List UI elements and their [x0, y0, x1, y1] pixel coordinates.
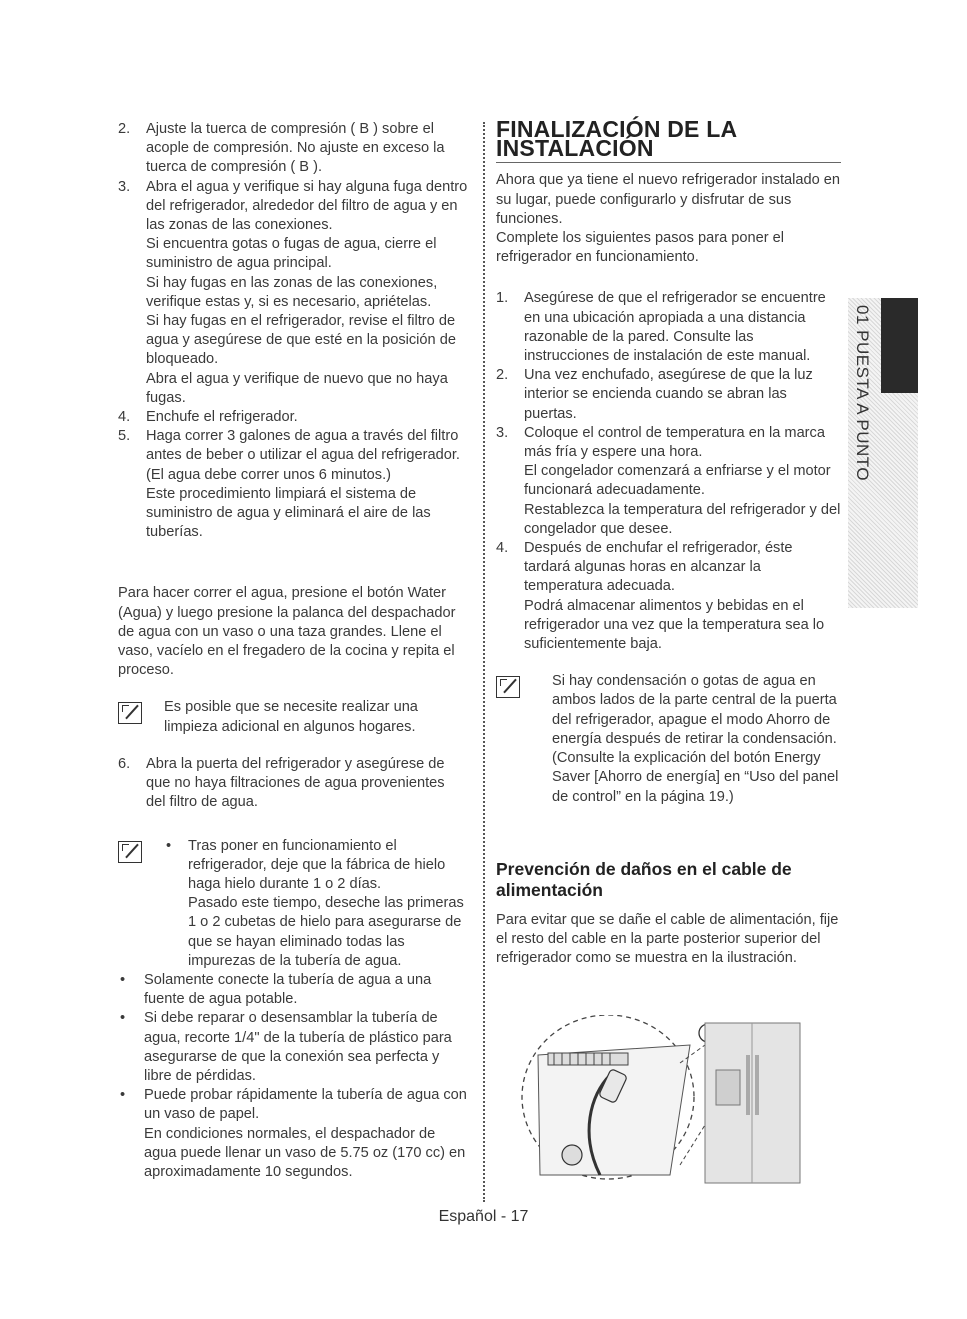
step-detail: Si encuentra gotas o fugas de agua, cierre el suministro de agua principal. — [146, 236, 437, 272]
intro-text: Complete los siguientes pasos para poner el refrigerador en funcionamiento. — [496, 230, 784, 266]
bullet-item — [118, 1009, 468, 1086]
bullet-dot: • — [120, 1087, 126, 1104]
step-number: 3. — [118, 178, 131, 195]
power-cord-illustration — [520, 1015, 840, 1190]
bullet-item — [118, 1086, 468, 1182]
step-text: Una vez enchufado, asegúrese de que la luz interior se encienda cuando se abran las puertas. — [524, 367, 813, 422]
note-cleaning — [118, 698, 468, 736]
bullet-text: Puede probar rápidamente la tubería de agua con un vaso de papel. — [144, 1087, 467, 1123]
step-number: 4. — [496, 540, 509, 557]
step-text: Abra la puerta del refrigerador y asegúrese de que no haya filtraciones de agua provenientes del filtro de agua. — [146, 755, 445, 811]
bullet-text: Solamente conecte la tubería de agua a una fuente de agua potable. — [144, 971, 432, 1008]
install-step-1 — [496, 289, 841, 366]
note-detail: (Consulte la explicación del botón Energy Saver [Ahorro de energía] en “Uso del panel de control” en la página 19.) — [552, 750, 839, 805]
subsection-heading: Prevención de daños en el cable de alimentación — [496, 858, 792, 900]
step-detail: Si hay fugas en las zonas de las conexiones, verifique estas y, si es necesario, apriételas. — [146, 274, 438, 310]
column-divider — [483, 122, 485, 1202]
step-number: 1. — [496, 290, 509, 307]
bullet-text: Si debe reparar o desensamblar la tubería de agua, recorte 1/4" de la tubería de plástico para asegurarse de que la conexión sea perfecta y libre de pérdidas. — [144, 1010, 452, 1084]
note-icemaker — [118, 837, 468, 971]
water-paragraph: Para hacer correr el agua, presione el botón Water (Agua) y luego presione la palanca del despachador de agua con un vaso o una taza grandes. Llene el vaso, vacíelo en el fregadero de la cocina y repita el proceso. — [118, 585, 456, 679]
step-5 — [118, 427, 468, 542]
note-condensation — [496, 672, 841, 806]
subsection-text: Para evitar que se dañe el cable de alimentación, fije el resto del cable en la parte posterior superior del refrigerador como se muestra en la ilustración. — [496, 911, 839, 967]
step-4 — [118, 408, 468, 427]
step-number: 4. — [118, 409, 131, 426]
note-detail: Pasado este tiempo, deseche las primeras 1 o 2 cubetas de hielo para asegurarse de que se hayan eliminado todas las impurezas de la tubería de agua. — [188, 895, 464, 969]
note-icon — [118, 702, 142, 724]
right-column — [496, 116, 841, 968]
step-number: 6. — [118, 755, 131, 772]
install-step-3 — [496, 424, 841, 539]
intro-text: Ahora que ya tiene el nuevo refrigerador instalado en su lugar, puede configurarlo y disfrutar de sus funciones. — [496, 172, 840, 227]
step-2 — [118, 120, 468, 178]
bullet-dot: • — [120, 971, 126, 988]
install-step-4 — [496, 539, 841, 654]
step-detail: Si hay fugas en el refrigerador, revise el filtro de agua y asegúrese de que esté en la posición de bloqueado. — [146, 313, 456, 368]
left-column — [118, 120, 468, 1182]
step-number: 2. — [496, 367, 509, 384]
bullet-detail: En condiciones normales, el despachador de agua puede llenar un vaso de 5.75 oz (170 cc) en aproximadamente 10 segundos. — [144, 1125, 466, 1180]
step-detail: Este procedimiento limpiará el sistema de suministro de agua y eliminará el aire de las tuberías. — [146, 485, 431, 541]
step-text: Después de enchufar el refrigerador, éste tardará algunas horas en alcanzar la temperatura adecuada. — [524, 540, 793, 595]
step-text: Ajuste la tuerca de compresión ( B ) sobre el acople de compresión. No ajuste en exceso la tuerca de compresión ( B ). — [146, 121, 445, 176]
step-text: Enchufe el refrigerador. — [146, 409, 298, 426]
note-icon — [496, 676, 520, 698]
step-3 — [118, 178, 468, 408]
side-tab-highlight — [881, 298, 918, 393]
step-detail: El congelador comenzará a enfriarse y el motor funcionará adecuadamente. — [524, 463, 831, 499]
step-number: 2. — [118, 121, 131, 137]
step-6 — [118, 755, 468, 813]
step-detail: Abra el agua y verifique de nuevo que no haya fugas. — [146, 370, 448, 406]
page-footer: Español - 17 — [438, 1208, 529, 1225]
note-text: Es posible que se necesite realizar una limpieza adicional en algunos hogares. — [164, 699, 418, 735]
bullet-dot: • — [166, 837, 172, 854]
refrigerator-icon — [705, 1023, 800, 1183]
install-step-2 — [496, 366, 841, 424]
note-text: Si hay condensación o gotas de agua en ambos lados de la parte central de la puerta del refrigerador, apague el modo Ahorro de energía después de retirar la condensación. — [552, 673, 837, 747]
step-text: Asegúrese de que el refrigerador se encuentre en una ubicación apropiada a una distancia razonable de la pared. Consulte las instrucciones de instalación de este manual. — [524, 290, 826, 365]
section-heading: FINALIZACIÓN DE LA INSTALACIÓN — [496, 120, 841, 163]
step-number: 3. — [496, 424, 509, 441]
step-text: Abra el agua y verifique si hay alguna fuga dentro del refrigerador, alrededor del filtro de agua y en las zonas de las conexiones. — [146, 178, 468, 234]
step-detail: Podrá almacenar alimentos y bebidas en el refrigerador una vez que la temperatura sea lo suficientemente baja. — [524, 597, 825, 653]
bullet-item — [118, 971, 468, 1009]
step-detail: Restablezca la temperatura del refrigerador y del congelador que desee. — [524, 501, 841, 537]
bullet-dot: • — [120, 1010, 126, 1027]
step-text: Haga correr 3 galones de agua a través del filtro antes de beber o utilizar el agua del refrigerador. (El agua debe correr unos 6 minutos.) — [146, 428, 460, 483]
side-tab-label: 01 PUESTA A PUNTO — [853, 305, 872, 482]
note-icon — [118, 841, 142, 863]
step-number: 5. — [118, 428, 131, 445]
note-text: Tras poner en funcionamiento el refrigerador, deje que la fábrica de hielo haga hielo durante 1 o 2 días. — [188, 837, 446, 892]
step-text: Coloque el control de temperatura en la marca más fría y espere una hora. — [524, 424, 825, 461]
fridge-top-detail — [538, 1045, 690, 1175]
